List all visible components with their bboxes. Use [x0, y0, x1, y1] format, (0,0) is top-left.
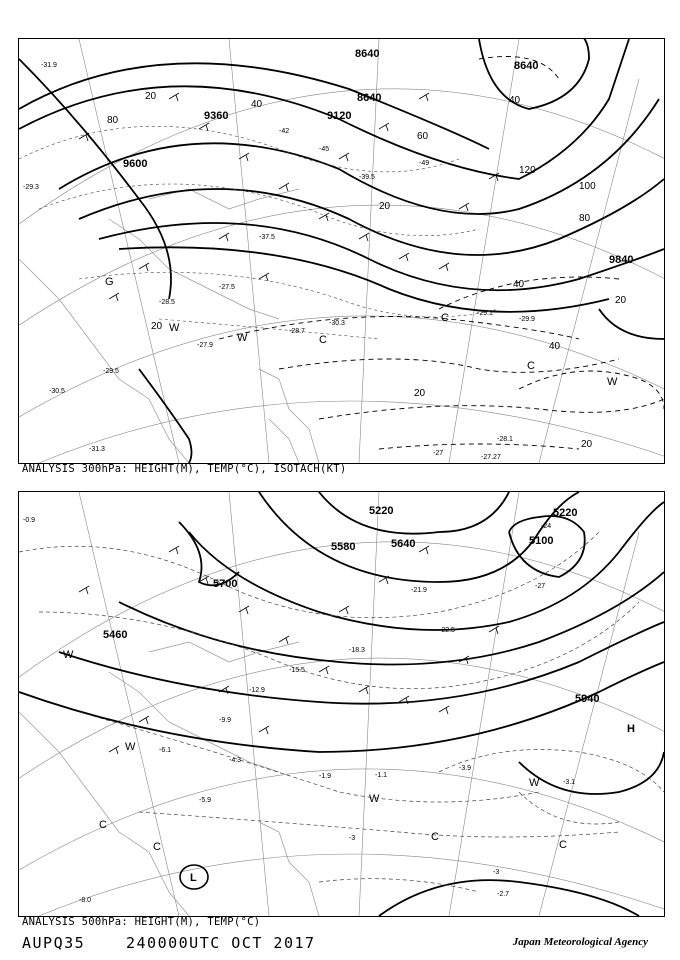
- temperature-label: -28.5: [159, 299, 175, 306]
- temperature-label: -24: [541, 523, 552, 530]
- center-label: H: [627, 723, 635, 735]
- height-label: 5460: [103, 629, 128, 641]
- height-labels: [103, 505, 599, 705]
- isotach-label: 20: [145, 91, 157, 102]
- center-label: L: [190, 872, 197, 884]
- temperature-label: -6.1: [159, 747, 172, 754]
- temperature-label: -31.9: [41, 62, 57, 69]
- temperature-label: -31.3: [89, 446, 105, 453]
- temperature-label: -27: [535, 583, 546, 590]
- isotach-label: 20: [615, 295, 627, 306]
- center-label: C: [527, 360, 535, 372]
- agency-name: Japan Meteorological Agency: [512, 936, 648, 948]
- isotach-label: 20: [151, 321, 163, 332]
- height-label: 8640: [355, 48, 380, 60]
- temperature-label: -28.7: [289, 328, 305, 335]
- temperature-label: -49: [419, 160, 430, 167]
- isotach-label: 60: [417, 131, 429, 142]
- center-label: C: [153, 841, 161, 853]
- height-label: 5220: [553, 507, 578, 519]
- height-label: 9360: [204, 110, 229, 122]
- map-500hpa: [18, 491, 665, 917]
- temperature-label: -42: [279, 128, 290, 135]
- height-label: 5580: [331, 541, 356, 553]
- temperature-label: -3: [349, 835, 356, 842]
- temperature-label: -29.5: [103, 368, 119, 375]
- center-label: C: [559, 839, 567, 851]
- temperature-label: -37.5: [259, 234, 275, 241]
- analysis-datetime: 240000UTC OCT 2017: [126, 934, 316, 952]
- temperature-contours: [19, 532, 664, 892]
- center-label: W: [125, 741, 136, 753]
- map-500hpa-canvas: [19, 492, 664, 916]
- temperature-label: -18.3: [349, 647, 365, 654]
- temperature-label: -21.9: [411, 587, 427, 594]
- isotach-label: 100: [579, 181, 596, 192]
- temperature-label: -2.7: [497, 891, 510, 898]
- temperature-label: -27.5: [219, 284, 235, 291]
- center-label: C: [431, 831, 439, 843]
- center-label: W: [369, 793, 380, 805]
- temperature-label: -4.3: [229, 757, 242, 764]
- center-label: W: [237, 332, 248, 344]
- temperature-label: -45: [319, 146, 330, 153]
- map-300hpa: [18, 38, 665, 464]
- temperature-label: -15.5: [289, 667, 305, 674]
- temperature-labels: [23, 62, 535, 461]
- center-label: W: [63, 649, 74, 661]
- temperature-label: -39.5: [359, 174, 375, 181]
- temperature-label: -1.9: [319, 773, 332, 780]
- isotach-label: 40: [509, 95, 521, 106]
- center-label: C: [99, 819, 107, 831]
- isotach-label: 40: [513, 279, 525, 290]
- temperature-contours: [19, 126, 499, 339]
- isotach-label: 20: [379, 201, 391, 212]
- temperature-label: -30.3: [329, 320, 345, 327]
- graticule: [19, 39, 664, 463]
- pressure-centers: [105, 276, 618, 388]
- caption-300hpa: ANALYSIS 300hPa: HEIGHT(M), TEMP(°C), ISOTACH(KT): [22, 463, 347, 475]
- isotach-label: 80: [579, 213, 591, 224]
- height-label: 5940: [575, 693, 600, 705]
- isotach-label: 40: [549, 341, 561, 352]
- center-label: G: [105, 276, 114, 288]
- isotach-label: 40: [251, 99, 263, 110]
- center-label: W: [607, 376, 618, 388]
- temperature-label: -29.3: [23, 184, 39, 191]
- temperature-label: -30.5: [49, 388, 65, 395]
- height-label: 5220: [369, 505, 394, 517]
- height-label: 9840: [609, 254, 634, 266]
- isotach-label: 120: [519, 165, 536, 176]
- chart-code: AUPQ35: [22, 934, 86, 952]
- height-label: 9600: [123, 158, 148, 170]
- temperature-label: -28.1: [497, 436, 513, 443]
- temperature-label: -3: [493, 869, 500, 876]
- center-label: W: [169, 322, 180, 334]
- height-label: 8640: [357, 92, 382, 104]
- center-label: C: [319, 334, 327, 346]
- temperature-label: -0.9: [23, 517, 36, 524]
- height-label: 5100: [529, 535, 554, 547]
- height-contours: [19, 39, 664, 463]
- temperature-label: -27: [433, 450, 444, 457]
- height-label: 5640: [391, 538, 416, 550]
- caption-500hpa: ANALYSIS 500hPa: HEIGHT(M), TEMP(°C): [22, 916, 261, 928]
- isotach-label: 80: [107, 115, 119, 126]
- height-label: 8640: [514, 60, 539, 72]
- height-contours: [19, 492, 664, 916]
- map-300hpa-canvas: [19, 39, 664, 463]
- center-label: C: [441, 312, 449, 324]
- temperature-label: -22.5: [439, 627, 455, 634]
- temperature-label: -12.9: [249, 687, 265, 694]
- temperature-label: -29.1: [477, 310, 493, 317]
- temperature-label: -9.9: [219, 717, 232, 724]
- temperature-label: -8.0: [79, 897, 92, 904]
- height-label: 9120: [327, 110, 352, 122]
- temperature-label: -5.9: [199, 797, 212, 804]
- temperature-label: -29.9: [519, 316, 535, 323]
- isotach-label: 20: [581, 439, 593, 450]
- temperature-label: -27.27: [481, 454, 501, 461]
- temperature-label: -3.9: [459, 765, 472, 772]
- wind-barbs: [79, 546, 499, 754]
- temperature-labels: [23, 517, 575, 904]
- temperature-label: -3.1: [563, 779, 576, 786]
- height-label: 5700: [213, 578, 238, 590]
- center-label: W: [529, 777, 540, 789]
- isotach-label: 20: [414, 388, 426, 399]
- temperature-label: -27.9: [197, 342, 213, 349]
- temperature-label: -1.1: [375, 772, 388, 779]
